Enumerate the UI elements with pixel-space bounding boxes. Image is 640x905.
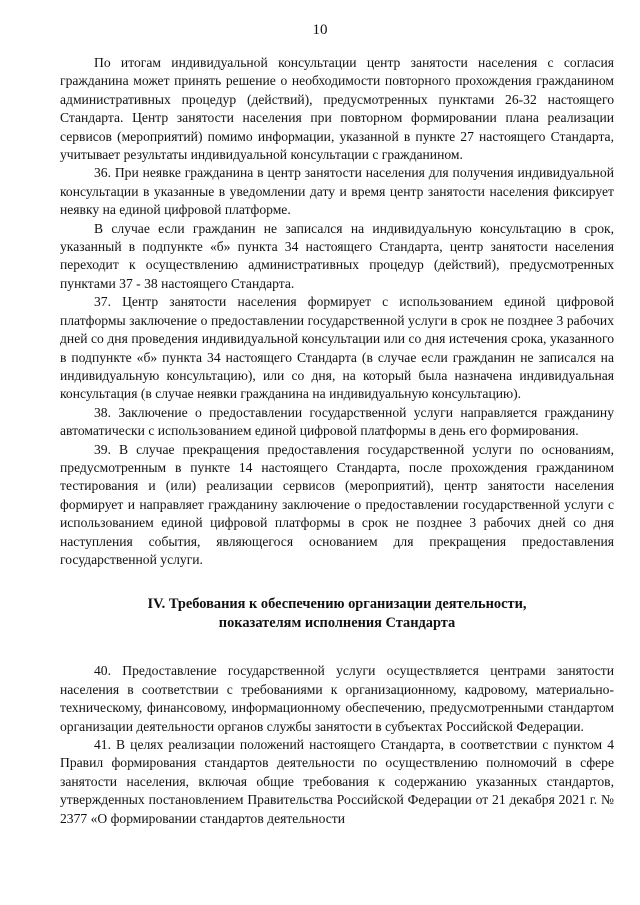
- section-heading-line-2: показателям исполнения Стандарта: [218, 614, 456, 631]
- paragraph-41: 41. В целях реализации положений настоящего Стандарта, в соответствии с пунктом 4 Правил формирования стандартов деятельности по осуществлению полномочий в сфере занятости населения, включая общие требования к содержанию указанных стандартов, утвержденных постановлением Правительства Российской Федерации от 21 декабря 2021 г. № 2377 «О формировании стандартов деятельности: [60, 737, 614, 826]
- document-body: [60, 54, 614, 828]
- paragraph-37: 37. Центр занятости населения формирует с использованием единой цифровой платформы заключение о предоставлении государственной услуги в срок не позднее 3 рабочих дней со дня проведения индивидуальной консультации или со дня истечения срока, указанного в подпункте «б» пункта 34 настоящего Стандарта (в случае если гражданин не записался на индивидуальную консультацию), или со дня, на который была назначена индивидуальная консультация (в случае неявки гражданина на индивидуальную консультацию).: [60, 294, 614, 402]
- paragraph-38: 38. Заключение о предоставлении государственной услуги направляется гражданину автоматически с использованием единой цифровой платформы в день его формирования.: [60, 404, 614, 439]
- paragraph: По итогам индивидуальной консультации центр занятости населения с согласия гражданина может принять решение о необходимости повторного прохождения гражданином административных процедур (действий), предусмотренных пунктами 26-32 настоящего Стандарта. Центр занятости населения при повторном формировании плана реализации сервисов (мероприятий) помимо информации, указанной в пункте 27 настоящего Стандарта, учитывает результаты индивидуальной консультации с гражданином.: [60, 55, 614, 163]
- paragraph-40: 40. Предоставление государственной услуги осуществляется центрами занятости населения в соответствии с требованиями к организационному, кадровому, материально-техническому, финансовому, информационному обеспечению, предусмотренными стандартом организации деятельности органов службы занятости в субъектах Российской Федерации.: [60, 663, 614, 734]
- section-heading-line-1: IV. Требования к обеспечению организации деятельности,: [147, 596, 527, 613]
- paragraph: В случае если гражданин не записался на индивидуальную консультацию в срок, указанный в подпункте «б» пункта 34 настоящего Стандарта, центр занятости населения переходит к осуществлению административных процедур (действий), предусмотренных пунктами 37 - 38 настоящего Стандарта.: [60, 220, 614, 291]
- page-number: 10: [312, 22, 328, 38]
- paragraph-39: 39. В случае прекращения предоставления государственной услуги по основаниям, предусмотренным в пункте 14 настоящего Стандарта, после прохождения гражданином тестирования и (или) реализации сервисов (мероприятий), центр занятости населения формирует и направляет гражданину заключение о предоставлении государственной услуги с использованием единой цифровой платформы в срок не позднее 3 рабочих дней со дня наступления события, являющегося основанием для прекращения предоставления государственной услуги.: [60, 441, 614, 567]
- section-heading: [60, 595, 614, 632]
- paragraph-36: 36. При неявке гражданина в центр занятости населения для получения индивидуальной консультации в указанные в уведомлении дату и время центр занятости населения фиксирует неявку на единой цифровой платформе.: [60, 165, 614, 218]
